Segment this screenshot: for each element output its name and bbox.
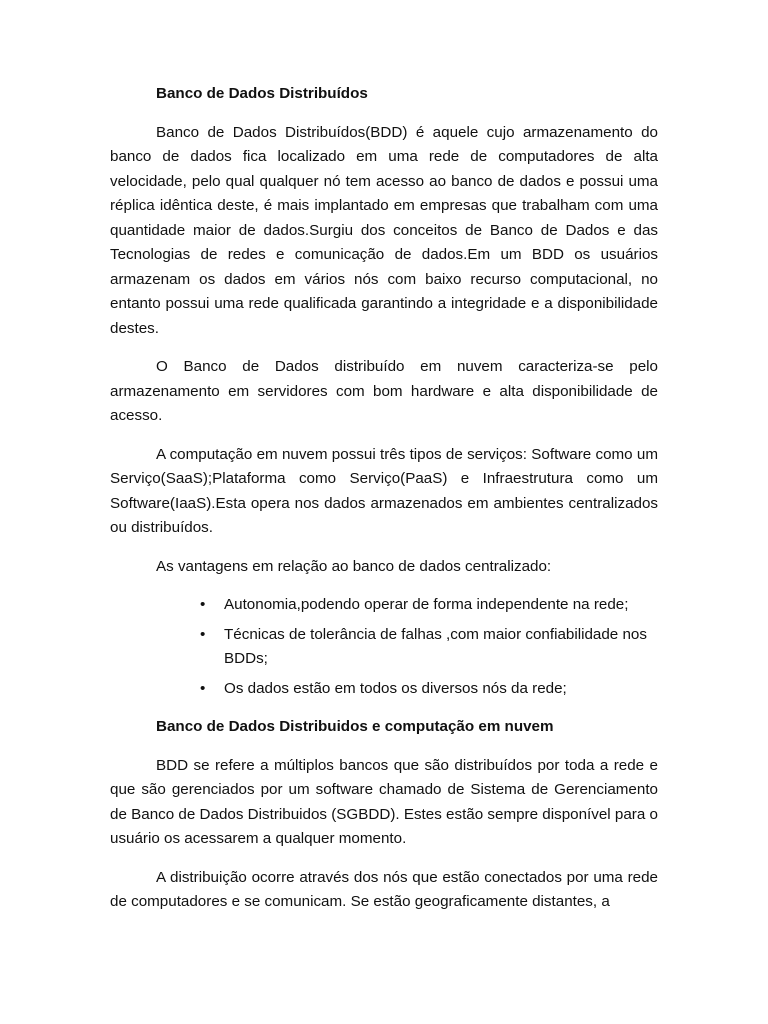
bullet-icon: •	[200, 625, 206, 643]
list-item	[110, 593, 658, 618]
paragraph-cloud-bdd: O Banco de Dados distribuído em nuvem caracteriza-se pelo armazenamento em servidores com bom hardware e alta disponibilidade de acesso.	[110, 358, 658, 424]
list-item-text: Os dados estão em todos os diversos nós da rede;	[224, 679, 567, 697]
list-item-text: Autonomia,podendo operar de forma independente na rede;	[224, 596, 629, 613]
list-item-text: Técnicas de tolerância de falhas ,com maior confiabilidade nos BDDs;	[224, 625, 647, 667]
paragraph-bdd-definition: Banco de Dados Distribuídos(BDD) é aquele cujo armazenamento do banco de dados fica localizado em uma rede de computadores de alta velocidade, pelo qual qualquer nó tem acesso ao banco de dados e possui uma réplica idêntica deste, é mais implantado em empresas que trabalham com uma quantidade maior de dados.Surgiu dos conceitos de Banco de Dados e das Tecnologias de redes e comunicação de dados.Em um BDD os usuários armazenam os dados em vários nós com baixo recurso computacional, no entanto possui uma rede qualificada garantindo a integridade e a disponibilidade destes.	[110, 123, 658, 337]
advantages-list	[110, 593, 658, 701]
list-item	[110, 623, 658, 672]
document-title: Banco de Dados Distribuídos	[156, 85, 368, 102]
section-subheading: Banco de Dados Distribuidos e computação em nuvem	[156, 718, 554, 735]
paragraph-distribution: A distribuição ocorre através dos nós que estão conectados por uma rede de computadores e se comunicam. Se estão geograficamente distantes, a	[110, 868, 658, 910]
paragraph-advantages-intro: As vantagens em relação ao banco de dados centralizado:	[156, 557, 552, 575]
paragraph-cloud-services: A computação em nuvem possui três tipos de serviços: Software como um Serviço(SaaS);Plataforma como Serviço(PaaS) e Infraestrutura como um Software(IaaS).Esta opera nos dados armazenados em ambientes centralizados ou distribuídos.	[110, 445, 658, 536]
list-item	[110, 677, 658, 702]
bullet-icon: •	[200, 679, 206, 697]
document-page	[110, 82, 658, 929]
bullet-icon: •	[200, 596, 206, 613]
paragraph-sgbdd: BDD se refere a múltiplos bancos que são distribuídos por toda a rede e que são gerenciados por um software chamado de Sistema de Gerenciamento de Banco de Dados Distribuidos (SGBDD). Estes estão sempre disponível para o usuário os acessarem a qualquer momento.	[110, 756, 658, 847]
